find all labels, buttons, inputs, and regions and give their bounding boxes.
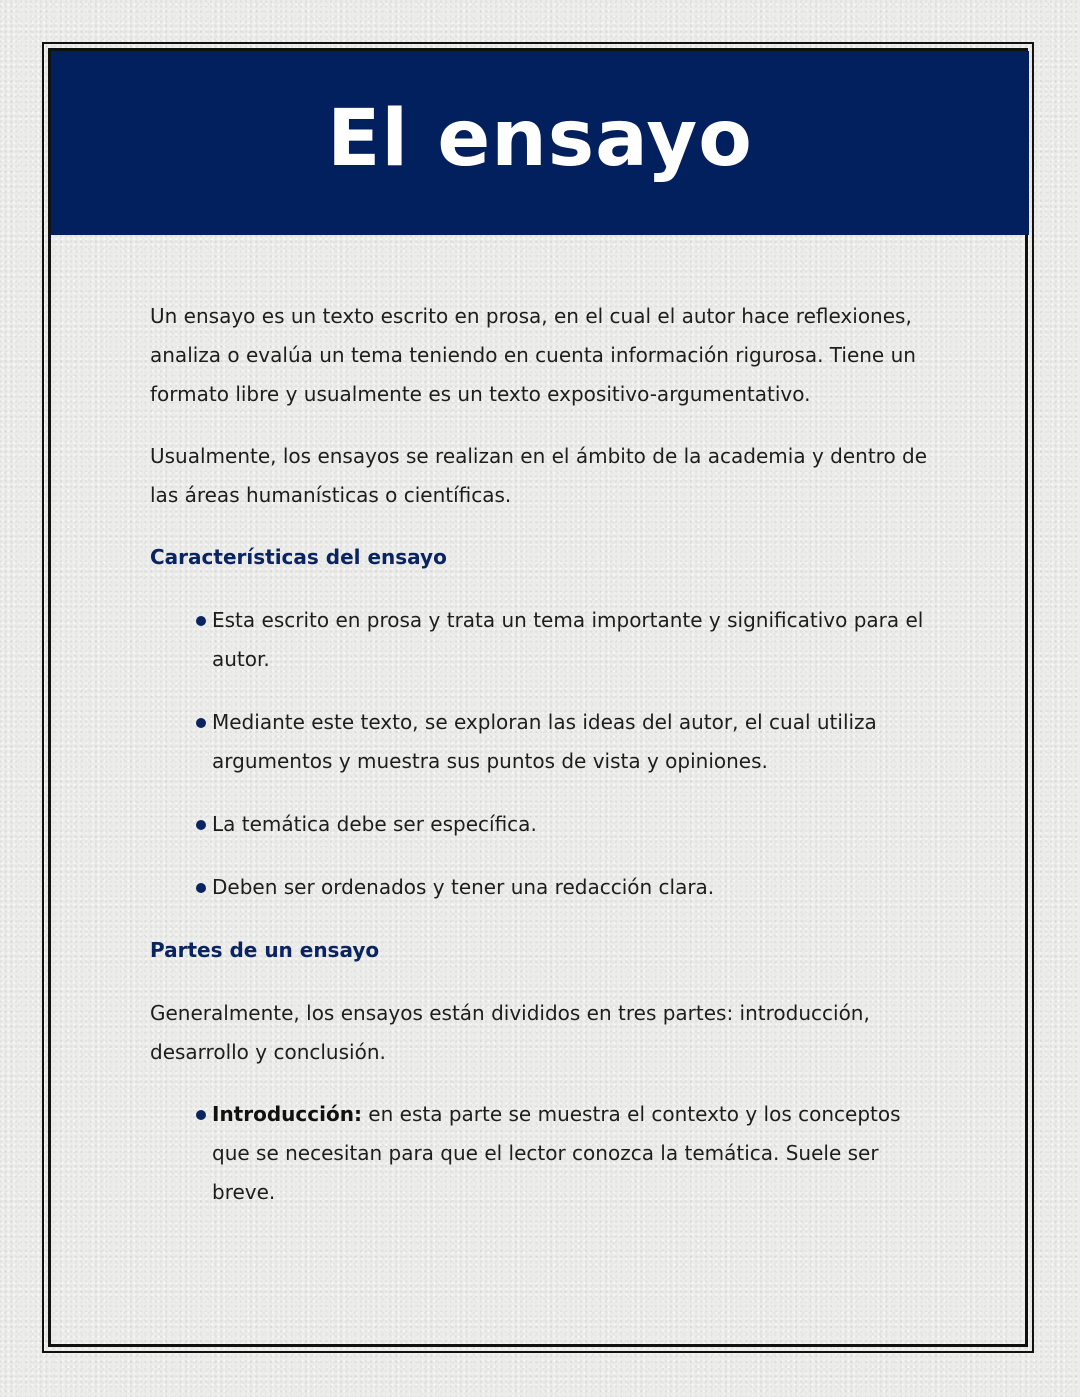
partes-paragraph: Generalmente, los ensayos están divididos en tres partes: introducción, desarrollo y conclusión. — [150, 1001, 870, 1064]
bullet-icon — [196, 1110, 206, 1120]
title-banner — [51, 51, 1029, 235]
list-item — [212, 805, 940, 844]
list-item — [212, 1095, 940, 1212]
list-item-text: Deben ser ordenados y tener una redacción clara. — [212, 875, 715, 899]
intro-paragraph: Un ensayo es un texto escrito en prosa, en el cual el autor hace reflexiones, analiza o evalúa un tema teniendo en cuenta información rigurosa. Tiene un formato libre y usualmente es un texto expositivo-argumentativo. — [150, 304, 916, 406]
context-paragraph: Usualmente, los ensayos se realizan en el ámbito de la academia y dentro de las áreas humanísticas o científicas. — [150, 444, 928, 507]
document-body — [150, 297, 940, 1236]
list-item — [212, 601, 940, 679]
caracteristicas-list — [150, 601, 940, 907]
bullet-icon — [196, 718, 206, 728]
bullet-icon — [196, 616, 206, 626]
list-item-text: en esta parte se muestra el contexto y los conceptos que se necesitan para que el lector conozca la temática. Suele ser breve. — [212, 1102, 901, 1204]
bullet-icon — [196, 820, 206, 830]
section-heading-caracteristicas: Características del ensayo — [150, 545, 447, 569]
list-item — [212, 868, 940, 907]
partes-list — [150, 1095, 940, 1212]
page-title: El ensayo — [327, 94, 753, 184]
section-heading-partes: Partes de un ensayo — [150, 938, 380, 962]
list-item-text: La temática debe ser específica. — [212, 812, 537, 836]
list-item-term: Introducción: — [212, 1102, 362, 1126]
list-item-text: Esta escrito en prosa y trata un tema importante y significativo para el autor. — [212, 608, 924, 671]
list-item — [212, 703, 940, 781]
list-item-text: Mediante este texto, se exploran las ideas del autor, el cual utiliza argumentos y muestra sus puntos de vista y opiniones. — [212, 710, 877, 773]
bullet-icon — [196, 883, 206, 893]
